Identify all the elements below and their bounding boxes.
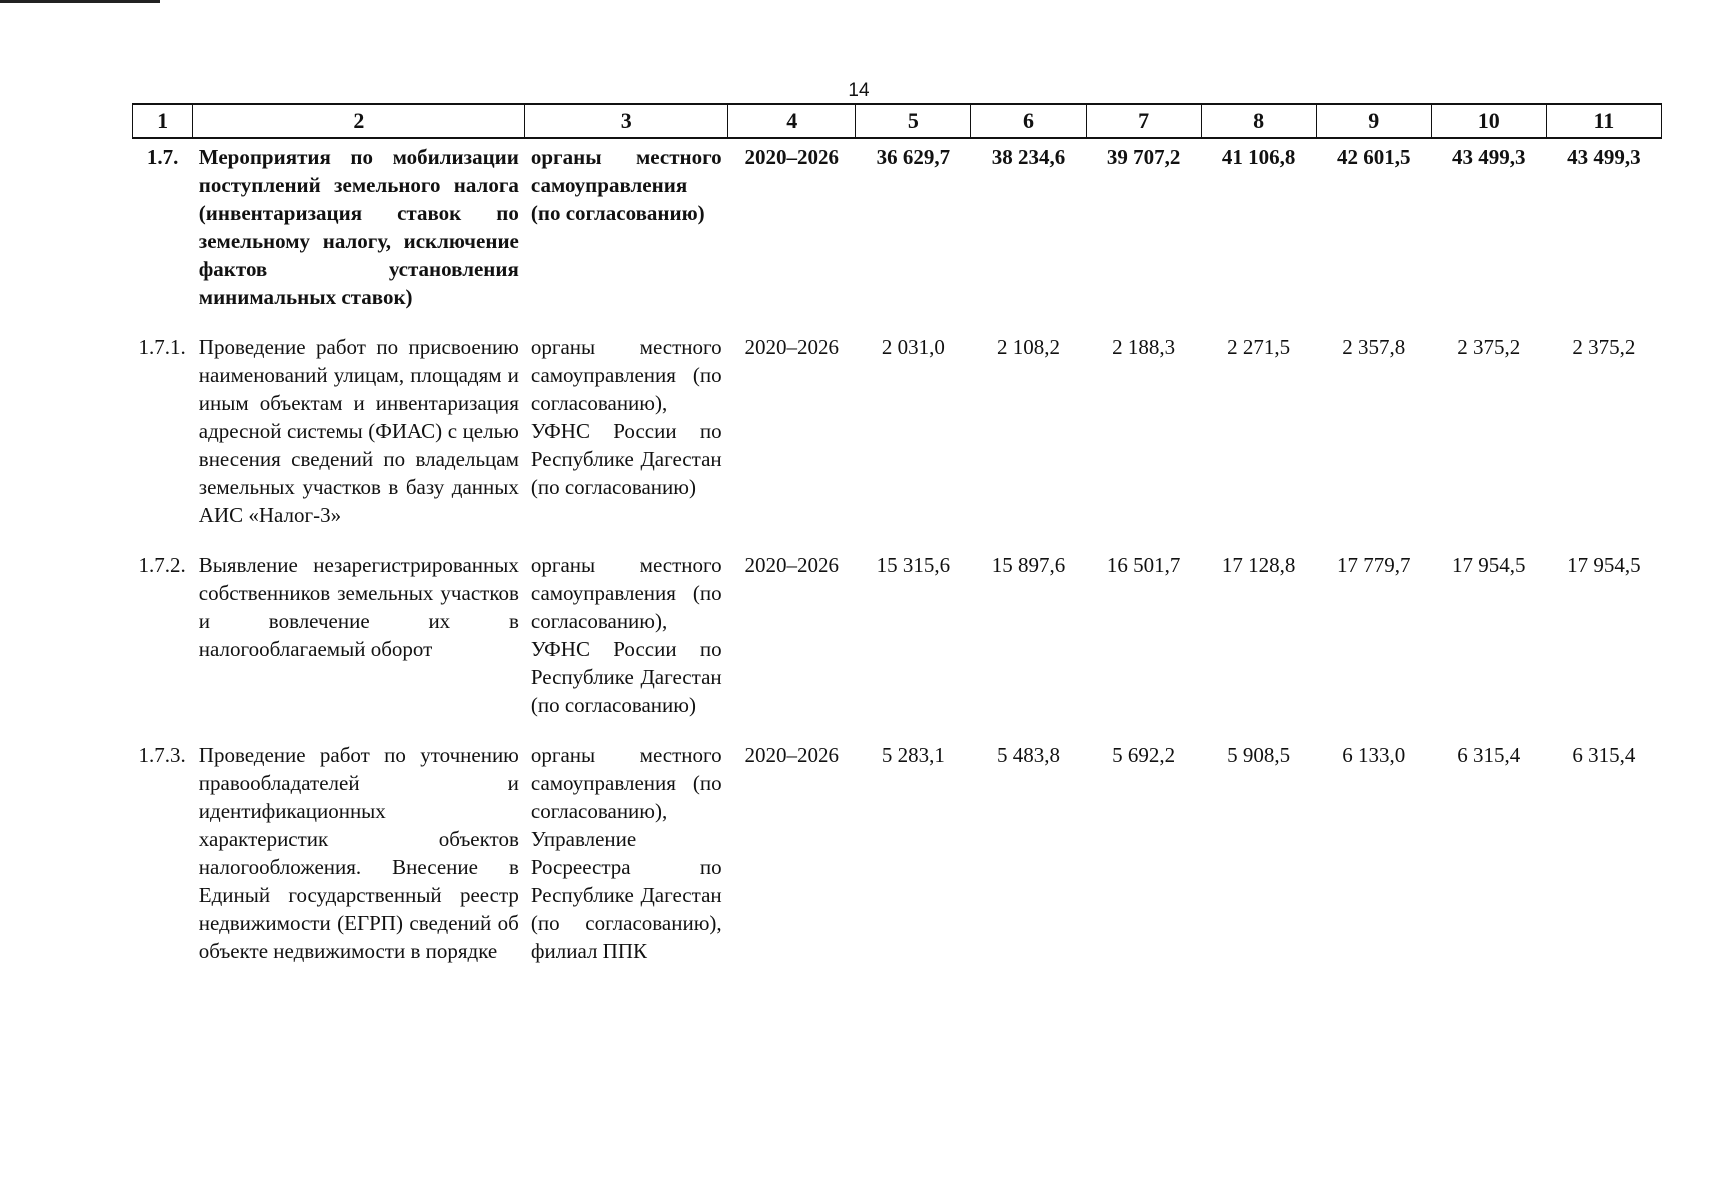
- value-cell: 15 315,6: [876, 553, 951, 577]
- table-row: [133, 737, 1662, 983]
- scan-edge-mark: [0, 0, 160, 3]
- value-cell: 5 908,5: [1227, 743, 1291, 767]
- row-number: 1.7.: [146, 145, 179, 169]
- value-cell: 2 375,2: [1572, 335, 1636, 359]
- table-row: [133, 329, 1662, 547]
- value-cell: 17 128,8: [1221, 553, 1296, 577]
- value-cell: 38 234,6: [991, 145, 1066, 169]
- program-table: [132, 103, 1662, 983]
- column-header: 9: [1316, 104, 1431, 138]
- column-header: 3: [525, 104, 728, 138]
- value-cell: 39 707,2: [1106, 145, 1181, 169]
- period: 2020–2026: [744, 335, 839, 359]
- value-cell: 17 954,5: [1452, 553, 1526, 577]
- column-header: 6: [971, 104, 1086, 138]
- value-cell: 15 897,6: [991, 553, 1066, 577]
- value-cell: 2 271,5: [1227, 335, 1291, 359]
- value-cell: 42 601,5: [1336, 145, 1411, 169]
- executor: органы местного самоуправления (по согласованию), Управление Росреестра по Республике Дагестан (по согласованию), филиал ППК: [530, 743, 722, 963]
- value-cell: 2 108,2: [996, 335, 1060, 359]
- value-cell: 16 501,7: [1106, 553, 1181, 577]
- column-header: 7: [1086, 104, 1201, 138]
- value-cell: 6 315,4: [1572, 743, 1636, 767]
- page-number: 14: [848, 80, 870, 101]
- value-cell: 43 499,3: [1567, 145, 1641, 169]
- column-header: 10: [1431, 104, 1546, 138]
- executor: органы местного самоуправления (по согласованию): [530, 145, 722, 225]
- value-cell: 17 779,7: [1336, 553, 1411, 577]
- column-header: 5: [856, 104, 971, 138]
- table-row: [133, 547, 1662, 737]
- value-cell: 17 954,5: [1567, 553, 1641, 577]
- value-cell: 41 106,8: [1221, 145, 1296, 169]
- value-cell: 2 357,8: [1342, 335, 1406, 359]
- value-cell: 2 031,0: [881, 335, 945, 359]
- row-number: 1.7.1.: [138, 335, 186, 359]
- value-cell: 2 188,3: [1112, 335, 1176, 359]
- column-header: 1: [133, 104, 193, 138]
- value-cell: 5 692,2: [1112, 743, 1176, 767]
- measure-name: Проведение работ по присвоению наименований улицам, площадям и иным объектам и инвентаризация адресной системы (ФИАС) с целью внесения сведений по владельцам земельных участков в базу данных АИС «Налог-3»: [198, 335, 519, 527]
- measure-name: Выявление незарегистрированных собственников земельных участков и вовлечение их в налогооблагаемый оборот: [198, 553, 519, 661]
- value-cell: 2 375,2: [1457, 335, 1521, 359]
- column-number-row: [133, 104, 1662, 138]
- row-number: 1.7.2.: [138, 553, 186, 577]
- value-cell: 43 499,3: [1452, 145, 1526, 169]
- period: 2020–2026: [744, 145, 839, 169]
- column-header: 2: [193, 104, 525, 138]
- measure-name: Проведение работ по уточнению правообладателей и идентификационных характеристик объектов налогообложения. Внесение в Единый государственный реестр недвижимости (ЕГРП) сведений об объекте недвижимости в порядке: [198, 743, 519, 963]
- table-row: [133, 138, 1662, 329]
- value-cell: 6 315,4: [1457, 743, 1521, 767]
- measure-name: Мероприятия по мобилизации поступлений земельного налога (инвентаризация ставок по земельному налогу, исключение фактов установления минимальных ставок): [198, 145, 519, 309]
- column-header: 11: [1546, 104, 1661, 138]
- column-header: 8: [1201, 104, 1316, 138]
- value-cell: 5 283,1: [881, 743, 945, 767]
- period: 2020–2026: [744, 743, 839, 767]
- executor: органы местного самоуправления (по согласованию), УФНС России по Республике Дагестан (по согласованию): [530, 553, 722, 717]
- executor: органы местного самоуправления (по согласованию), УФНС России по Республике Дагестан (по согласованию): [530, 335, 722, 499]
- row-number: 1.7.3.: [138, 743, 186, 767]
- period: 2020–2026: [744, 553, 839, 577]
- column-header: 4: [728, 104, 856, 138]
- value-cell: 6 133,0: [1342, 743, 1406, 767]
- value-cell: 5 483,8: [996, 743, 1060, 767]
- value-cell: 36 629,7: [876, 145, 951, 169]
